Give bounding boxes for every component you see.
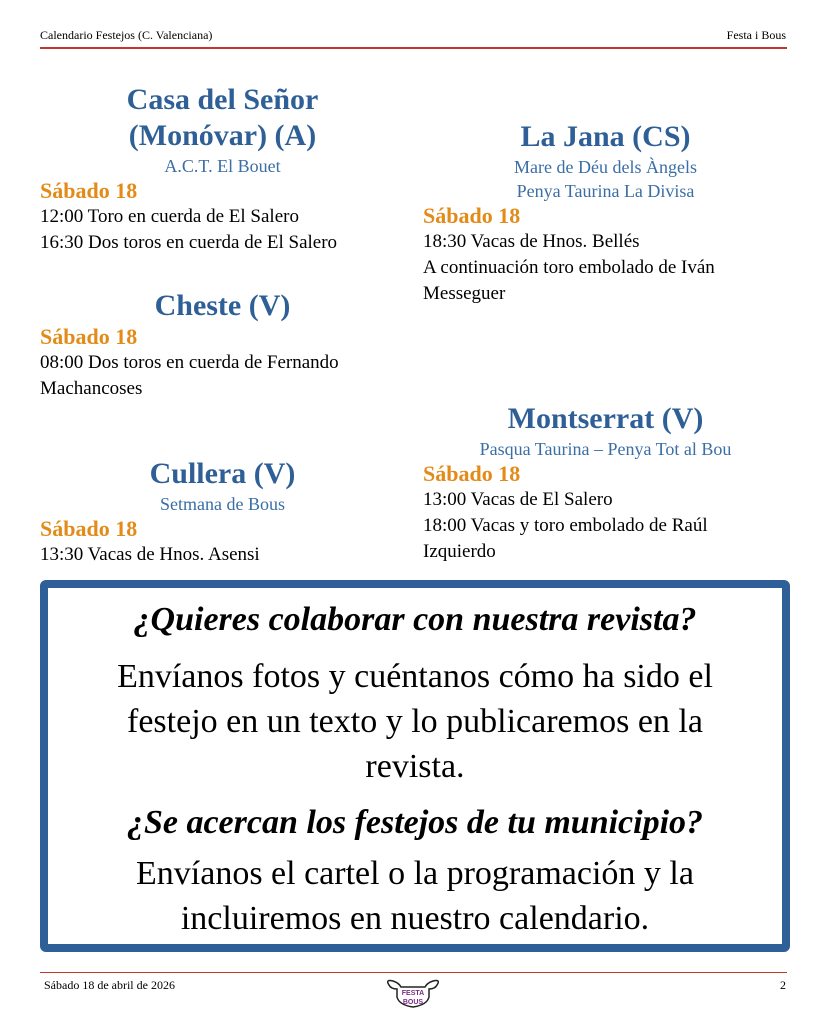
promo-paragraph [48, 851, 782, 941]
event-day: Sábado 18 [40, 324, 138, 349]
promo-question-collaborate: ¿Quieres colaborar con nuestra revista? [133, 601, 697, 638]
promo-line: revista. [365, 748, 465, 785]
venue-title: Montserrat (V) [507, 402, 704, 435]
event-casa-del-senor [40, 82, 405, 256]
event-line: 13:30 Vacas de Hnos. Asensi [40, 544, 260, 565]
event-line: 16:30 Dos toros en cuerda de El Salero [40, 232, 338, 253]
event-la-jana [423, 119, 788, 307]
venue-title: Casa del Señor [126, 83, 319, 116]
organizer: Setmana de Bous [160, 494, 285, 514]
venue-title: Cheste (V) [154, 289, 291, 322]
organizer: Pasqua Taurina – Penya Tot al Bou [479, 439, 732, 459]
event-line: 12:00 Toro en cuerda de El Salero [40, 206, 299, 227]
festa-i-bous-logo-icon [383, 975, 443, 1011]
promo-question-events: ¿Se acercan los festejos de tu municipio? [126, 804, 704, 841]
event-day: Sábado 18 [423, 461, 521, 486]
event-line: A continuación toro embolado de Iván [423, 257, 715, 278]
event-day: Sábado 18 [423, 203, 521, 228]
event-line: Messeguer [423, 283, 506, 304]
event-line: 18:00 Vacas y toro embolado de Raúl [423, 515, 708, 536]
page-header [40, 28, 786, 46]
promo-line: Envíanos el cartel o la programación y la [136, 855, 694, 892]
header-right-text: Festa i Bous [726, 28, 786, 42]
page-number: 2 [780, 978, 786, 992]
event-montserrat [423, 401, 788, 565]
event-day: Sábado 18 [40, 516, 138, 541]
footer-date: Sábado 18 de abril de 2026 [44, 978, 175, 992]
promo-line: Envíanos fotos y cuéntanos cómo ha sido el [117, 658, 713, 695]
header-left-text: Calendario Festejos (C. Valenciana) [40, 28, 213, 42]
venue-title-line2: (Monóvar) (A) [128, 119, 317, 152]
event-line: Izquierdo [423, 541, 496, 562]
footer-rule [40, 972, 787, 973]
organizer-line2: Penya Taurina La Divisa [516, 181, 695, 201]
event-line: 08:00 Dos toros en cuerda de Fernando [40, 352, 339, 373]
event-line: 18:30 Vacas de Hnos. Bellés [423, 231, 640, 252]
venue-title: La Jana (CS) [520, 120, 691, 153]
organizer: A.C.T. El Bouet [164, 156, 281, 176]
event-cullera [40, 456, 405, 568]
event-line: 13:00 Vacas de El Salero [423, 489, 613, 510]
logo-text-top: FESTA [401, 990, 425, 997]
organizer: Mare de Déu dels Àngels [514, 157, 697, 177]
collaboration-box [40, 580, 790, 952]
promo-paragraph [48, 654, 782, 789]
promo-line: festejo en un texto y lo publicaremos en la [127, 703, 703, 740]
venue-title: Cullera (V) [149, 457, 296, 490]
header-rule [40, 47, 787, 49]
promo-line: incluiremos en nuestro calendario. [180, 900, 650, 937]
logo-text-bottom: BOUS [402, 999, 424, 1006]
event-line: Machancoses [40, 378, 143, 399]
event-cheste [40, 288, 405, 402]
event-day: Sábado 18 [40, 178, 138, 203]
